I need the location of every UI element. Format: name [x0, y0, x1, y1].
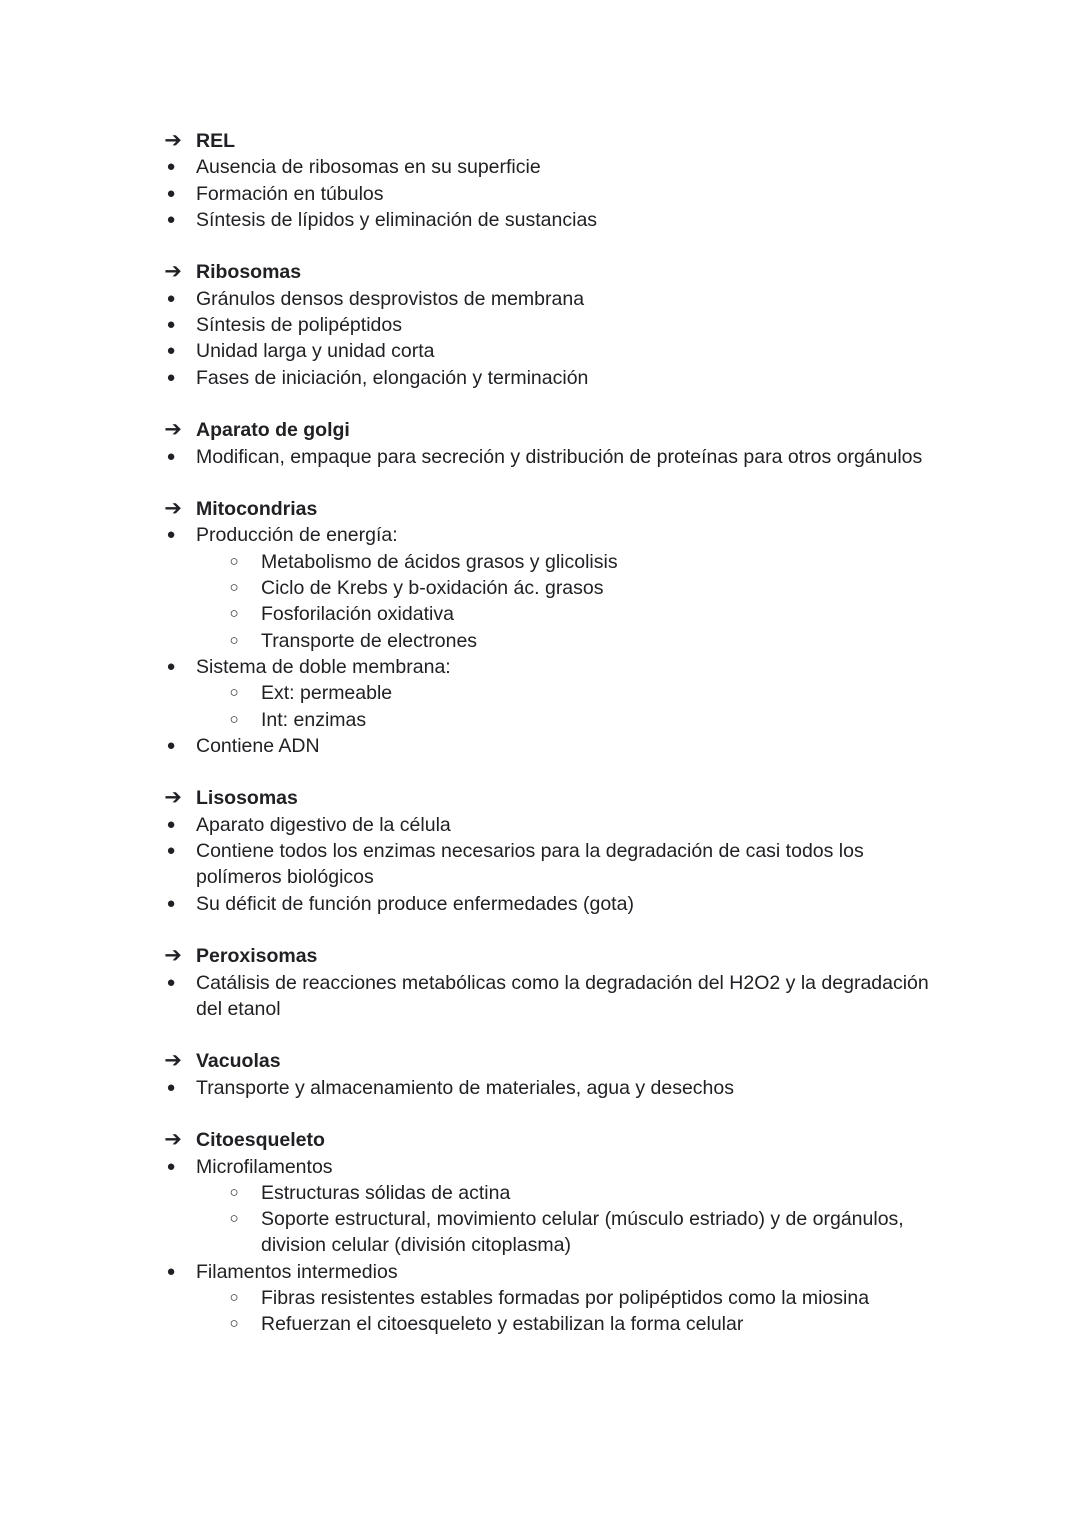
- section-heading: [0, 496, 1080, 522]
- sub-list-item-text: Fosforilación oxidativa: [261, 603, 454, 626]
- list-item-text: Unidad larga y unidad corta: [196, 340, 435, 363]
- section-heading: [0, 943, 1080, 969]
- section-spacer: [0, 1022, 1080, 1048]
- section-heading-text: Citoesqueleto: [196, 1129, 325, 1152]
- list-item: [0, 1075, 1080, 1101]
- list-item-text: Gránulos densos desprovistos de membrana: [196, 287, 585, 310]
- document-page: [0, 128, 1080, 1338]
- sub-list-item: [0, 1206, 1080, 1232]
- list-item-text: Contiene ADN: [196, 734, 320, 757]
- list-item: [0, 970, 1080, 996]
- sub-list-item-text: Fibras resistentes estables formadas por polipéptidos como la miosina: [261, 1287, 870, 1310]
- section-heading-text: Ribosomas: [196, 261, 302, 284]
- bullet-icon: ●: [166, 1078, 176, 1096]
- section-heading-text: REL: [196, 130, 235, 152]
- list-item: [0, 812, 1080, 838]
- list-item-text: Ausencia de ribosomas en su superficie: [196, 156, 541, 179]
- bullet-icon: ●: [166, 289, 176, 307]
- sub-list-item: [0, 549, 1080, 575]
- sub-list-item: [0, 601, 1080, 627]
- section-heading-text: Lisosomas: [196, 787, 298, 810]
- list-item-text: Producción de energía:: [196, 524, 398, 547]
- section-heading: [0, 128, 1080, 154]
- sub-list-item-continuation-text: division celular (división citoplasma): [261, 1234, 571, 1257]
- circle-bullet-icon: ○: [229, 1289, 239, 1307]
- arrow-icon: ➔: [164, 260, 182, 284]
- section-spacer: [0, 1101, 1080, 1127]
- arrow-icon: ➔: [164, 944, 182, 968]
- list-item-text: Transporte y almacenamiento de materiales, agua y desechos: [196, 1076, 734, 1099]
- list-item-continuation: [0, 864, 1080, 890]
- list-item-text: Catálisis de reacciones metabólicas como la degradación del H2O2 y la degradación: [196, 971, 929, 994]
- list-item-text: Contiene todos los enzimas necesarios para la degradación de casi todos los: [196, 840, 864, 863]
- sub-list-item-continuation: [0, 1232, 1080, 1258]
- circle-bullet-icon: ○: [229, 631, 239, 649]
- section-spacer: [0, 391, 1080, 417]
- list-item-continuation-text: polímeros biológicos: [196, 866, 374, 889]
- bullet-icon: ●: [166, 526, 176, 544]
- bullet-icon: ●: [166, 736, 176, 754]
- arrow-icon: ➔: [164, 786, 182, 810]
- section-spacer: [0, 233, 1080, 259]
- list-item: [0, 1259, 1080, 1285]
- section-heading: [0, 417, 1080, 443]
- list-item: [0, 181, 1080, 207]
- bullet-icon: ●: [166, 973, 176, 991]
- sub-list-item-text: Ciclo de Krebs y b-oxidación ác. grasos: [261, 577, 604, 600]
- list-item: [0, 312, 1080, 338]
- bullet-icon: ●: [166, 184, 176, 202]
- arrow-icon: ➔: [164, 1128, 182, 1152]
- list-item: [0, 838, 1080, 864]
- list-item-text: Microfilamentos: [196, 1155, 333, 1178]
- list-item-continuation-text: del etanol: [196, 997, 281, 1020]
- bullet-icon: ●: [166, 158, 176, 176]
- section-heading-text: Mitocondrias: [196, 498, 318, 521]
- bullet-icon: ●: [166, 1262, 176, 1280]
- bullet-icon: ●: [166, 657, 176, 675]
- section-spacer: [0, 759, 1080, 785]
- sub-list-item-text: Soporte estructural, movimiento celular (músculo estriado) y de orgánulos,: [261, 1208, 904, 1231]
- list-item: [0, 522, 1080, 548]
- sub-list-item: [0, 707, 1080, 733]
- bullet-icon: ●: [166, 368, 176, 386]
- bullet-icon: ●: [166, 1157, 176, 1175]
- section-heading: [0, 1127, 1080, 1153]
- list-item: [0, 154, 1080, 180]
- circle-bullet-icon: ○: [229, 552, 239, 570]
- list-item-text: Aparato digestivo de la célula: [196, 813, 451, 836]
- section-spacer: [0, 470, 1080, 496]
- bullet-icon: ●: [166, 842, 176, 860]
- list-item-text: Síntesis de lípidos y eliminación de sustancias: [196, 208, 598, 231]
- list-item-text: Sistema de doble membrana:: [196, 655, 451, 678]
- sub-list-item: [0, 1311, 1080, 1337]
- list-item: [0, 891, 1080, 917]
- list-item-text: Filamentos intermedios: [196, 1260, 398, 1283]
- section-heading: [0, 1048, 1080, 1074]
- list-item: [0, 654, 1080, 680]
- circle-bullet-icon: ○: [229, 579, 239, 597]
- list-item: [0, 286, 1080, 312]
- sub-list-item: [0, 628, 1080, 654]
- bullet-icon: ●: [166, 447, 176, 465]
- list-item-continuation: [0, 996, 1080, 1022]
- bullet-icon: ●: [166, 210, 176, 228]
- sub-list-item: [0, 1285, 1080, 1311]
- sub-list-item-text: Refuerzan el citoesqueleto y estabilizan la forma celular: [261, 1313, 744, 1336]
- sub-list-item-text: Metabolismo de ácidos grasos y glicolisis: [261, 550, 618, 573]
- sub-list-item: [0, 680, 1080, 706]
- list-item: [0, 365, 1080, 391]
- arrow-icon: ➔: [164, 129, 182, 152]
- list-item-text: Síntesis de polipéptidos: [196, 314, 402, 337]
- sub-list-item-text: Int: enzimas: [261, 708, 367, 731]
- sub-list-item-text: Ext: permeable: [261, 682, 393, 705]
- circle-bullet-icon: ○: [229, 684, 239, 702]
- list-item-text: Su déficit de función produce enfermedades (gota): [196, 892, 634, 915]
- list-item: [0, 1154, 1080, 1180]
- bullet-icon: ●: [166, 815, 176, 833]
- circle-bullet-icon: ○: [229, 1315, 239, 1333]
- bullet-icon: ●: [166, 342, 176, 360]
- list-item: [0, 207, 1080, 233]
- section-spacer: [0, 917, 1080, 943]
- sub-list-item-text: Estructuras sólidas de actina: [261, 1181, 511, 1204]
- sub-list-item-text: Transporte de electrones: [261, 629, 478, 652]
- bullet-icon: ●: [166, 894, 176, 912]
- circle-bullet-icon: ○: [229, 1210, 239, 1228]
- arrow-icon: ➔: [164, 497, 182, 521]
- list-item: [0, 444, 1080, 470]
- arrow-icon: ➔: [164, 1049, 182, 1073]
- section-heading: [0, 785, 1080, 811]
- bullet-icon: ●: [166, 316, 176, 334]
- section-heading-text: Vacuolas: [196, 1050, 281, 1073]
- list-item: [0, 338, 1080, 364]
- list-item-text: Fases de iniciación, elongación y terminación: [196, 366, 589, 389]
- sub-list-item: [0, 575, 1080, 601]
- section-heading: [0, 259, 1080, 285]
- arrow-icon: ➔: [164, 418, 182, 442]
- list-item-text: Formación en túbulos: [196, 182, 384, 205]
- list-item-text: Modifican, empaque para secreción y distribución de proteínas para otros orgánulos: [196, 445, 923, 468]
- circle-bullet-icon: ○: [229, 605, 239, 623]
- circle-bullet-icon: ○: [229, 710, 239, 728]
- section-heading-text: Aparato de golgi: [196, 419, 350, 442]
- list-item: [0, 733, 1080, 759]
- section-heading-text: Peroxisomas: [196, 945, 318, 968]
- sub-list-item: [0, 1180, 1080, 1206]
- circle-bullet-icon: ○: [229, 1183, 239, 1201]
